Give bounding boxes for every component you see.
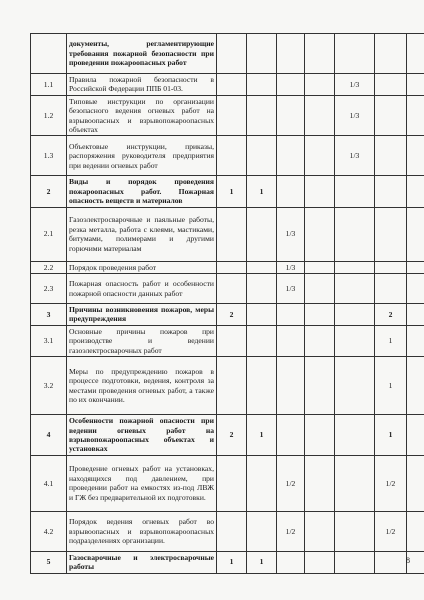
hours-cell [247, 261, 277, 273]
hours-cell [217, 325, 247, 356]
hours-cell: 1 [217, 176, 247, 207]
hours-cell [407, 136, 424, 176]
hours-cell [407, 176, 424, 207]
hours-cell [407, 325, 424, 356]
page-number: 8 [406, 556, 410, 565]
topic-name: документы, регламентирующие требования пожарной безопасности при проведении пожароопасных работ [67, 34, 217, 74]
topic-name: Виды и порядок проведения пожароопасных работ. Пожарная опасность веществ и материалов [67, 176, 217, 207]
hours-cell [305, 551, 335, 573]
table-row [31, 176, 424, 207]
hours-cell [335, 357, 375, 415]
hours-cell: 1/2 [375, 511, 407, 551]
table-row [31, 551, 424, 573]
hours-cell [407, 357, 424, 415]
hours-cell [335, 511, 375, 551]
hours-cell [217, 74, 247, 96]
hours-cell [277, 325, 305, 356]
hours-cell: 2 [375, 304, 407, 326]
table-row [31, 274, 424, 304]
hours-cell: 1/3 [277, 207, 305, 261]
hours-cell [407, 74, 424, 96]
hours-cell [407, 207, 424, 261]
hours-cell [305, 261, 335, 273]
topic-name: Порядок ведения огневых работ во взрывоопасных и взрывопожароопасных подразделениях организации. [67, 511, 217, 551]
hours-cell [247, 207, 277, 261]
hours-cell [375, 207, 407, 261]
hours-cell [335, 34, 375, 74]
hours-cell: 1 [247, 415, 277, 456]
table-row [31, 136, 424, 176]
hours-cell [277, 34, 305, 74]
hours-cell [217, 274, 247, 304]
hours-cell [335, 176, 375, 207]
hours-cell [247, 95, 277, 136]
row-number: 2.2 [31, 261, 67, 273]
hours-cell [407, 511, 424, 551]
topic-name: Причины возникновения пожаров, меры предупреждения [67, 304, 217, 326]
row-number: 1.1 [31, 74, 67, 96]
hours-cell [335, 325, 375, 356]
hours-cell [277, 551, 305, 573]
table-row [31, 511, 424, 551]
topic-name: Основные причины пожаров при производстве и ведении газоэлектросварочных работ [67, 325, 217, 356]
hours-cell [305, 95, 335, 136]
hours-cell [305, 511, 335, 551]
table-row [31, 304, 424, 326]
table-row [31, 95, 424, 136]
row-number: 4.2 [31, 511, 67, 551]
hours-cell [335, 455, 375, 511]
hours-cell [217, 207, 247, 261]
hours-cell [305, 455, 335, 511]
row-number: 2.1 [31, 207, 67, 261]
hours-cell [407, 34, 424, 74]
hours-cell [375, 551, 407, 573]
row-number: 1.3 [31, 136, 67, 176]
row-number: 1.2 [31, 95, 67, 136]
hours-cell: 1 [247, 176, 277, 207]
hours-cell [335, 261, 375, 273]
topic-name: Порядок проведения работ [67, 261, 217, 273]
row-number: 4 [31, 415, 67, 456]
hours-cell [335, 551, 375, 573]
hours-cell [375, 176, 407, 207]
topic-name: Особенности пожарной опасности при ведении огневых работ на взрывопожароопасных объектах и установках [67, 415, 217, 456]
hours-cell [407, 455, 424, 511]
hours-cell [277, 304, 305, 326]
hours-cell [305, 415, 335, 456]
hours-cell [305, 304, 335, 326]
hours-cell [217, 95, 247, 136]
hours-cell [247, 455, 277, 511]
hours-cell [375, 74, 407, 96]
table-row [31, 415, 424, 456]
hours-cell [305, 176, 335, 207]
hours-cell [277, 357, 305, 415]
hours-cell: 1/2 [277, 511, 305, 551]
topic-name: Меры по предупреждению пожаров в процессе подготовки, ведения, контроля за местами проведения огневых работ, а также по их окончании. [67, 357, 217, 415]
hours-cell [247, 136, 277, 176]
hours-cell [335, 415, 375, 456]
row-number: 2.3 [31, 274, 67, 304]
hours-cell [217, 455, 247, 511]
hours-cell: 1 [217, 551, 247, 573]
row-number: 5 [31, 551, 67, 573]
table-row [31, 325, 424, 356]
hours-cell [217, 261, 247, 273]
hours-cell [407, 261, 424, 273]
hours-cell: 1 [375, 325, 407, 356]
hours-cell [277, 415, 305, 456]
row-number [31, 34, 67, 74]
hours-cell [247, 304, 277, 326]
row-number: 4.1 [31, 455, 67, 511]
topic-name: Типовые инструкции по организации безопасного ведения огневых работ на взрывоопасных и взрывопожароопасных объектах [67, 95, 217, 136]
hours-cell: 1/3 [335, 136, 375, 176]
hours-cell [305, 357, 335, 415]
hours-cell [335, 274, 375, 304]
hours-cell [305, 274, 335, 304]
hours-cell [217, 34, 247, 74]
table-body [31, 34, 424, 574]
hours-cell: 1/3 [335, 74, 375, 96]
hours-cell: 1 [375, 415, 407, 456]
hours-cell: 1 [375, 357, 407, 415]
hours-cell [217, 136, 247, 176]
table-row [31, 34, 424, 74]
hours-cell [335, 304, 375, 326]
hours-cell [305, 34, 335, 74]
row-number: 3.1 [31, 325, 67, 356]
hours-cell [375, 274, 407, 304]
hours-cell [277, 176, 305, 207]
topic-name: Правила пожарной безопасности в Российской Федерации ППБ 01-03. [67, 74, 217, 96]
hours-cell [247, 357, 277, 415]
hours-cell: 1/3 [277, 274, 305, 304]
hours-cell [247, 325, 277, 356]
hours-cell: 2 [217, 304, 247, 326]
hours-cell [375, 136, 407, 176]
row-number: 2 [31, 176, 67, 207]
hours-cell [217, 511, 247, 551]
hours-cell [335, 207, 375, 261]
topic-name: Газосварочные и электросварочные работы [67, 551, 217, 573]
hours-cell: 1/3 [277, 261, 305, 273]
table-row [31, 357, 424, 415]
curriculum-table [30, 33, 424, 574]
hours-cell: 1/3 [335, 95, 375, 136]
hours-cell: 1/2 [375, 455, 407, 511]
row-number: 3.2 [31, 357, 67, 415]
hours-cell [277, 74, 305, 96]
table-row [31, 207, 424, 261]
hours-cell [277, 95, 305, 136]
hours-cell [247, 34, 277, 74]
hours-cell: 1/2 [277, 455, 305, 511]
table-row [31, 74, 424, 96]
topic-name: Газоэлектросварочные и паяльные работы, резка металла, работа с клеями, мастиками, битумами, полимерами и другими горючими материалам [67, 207, 217, 261]
hours-cell [375, 261, 407, 273]
hours-cell [375, 95, 407, 136]
hours-cell [375, 34, 407, 74]
topic-name: Пожарная опасность работ и особенности пожарной опасности данных работ [67, 274, 217, 304]
hours-cell [305, 136, 335, 176]
hours-cell [407, 304, 424, 326]
hours-cell [305, 74, 335, 96]
hours-cell [247, 74, 277, 96]
topic-name: Проведение огневых работ на установках, находящихся под давлением, при проведении работ на емкостях из-под ЛВЖ и ГЖ без предварительной их подготовки. [67, 455, 217, 511]
table-row [31, 455, 424, 511]
hours-cell: 1 [247, 551, 277, 573]
topic-name: Объектовые инструкции, приказы, распоряжения руководителя предприятия при ведении огневых работ [67, 136, 217, 176]
hours-cell [407, 415, 424, 456]
table-row [31, 261, 424, 273]
hours-cell [407, 95, 424, 136]
hours-cell [407, 274, 424, 304]
row-number: 3 [31, 304, 67, 326]
hours-cell [247, 274, 277, 304]
hours-cell [305, 207, 335, 261]
hours-cell: 2 [217, 415, 247, 456]
hours-cell [277, 136, 305, 176]
hours-cell [217, 357, 247, 415]
hours-cell [305, 325, 335, 356]
hours-cell [247, 511, 277, 551]
